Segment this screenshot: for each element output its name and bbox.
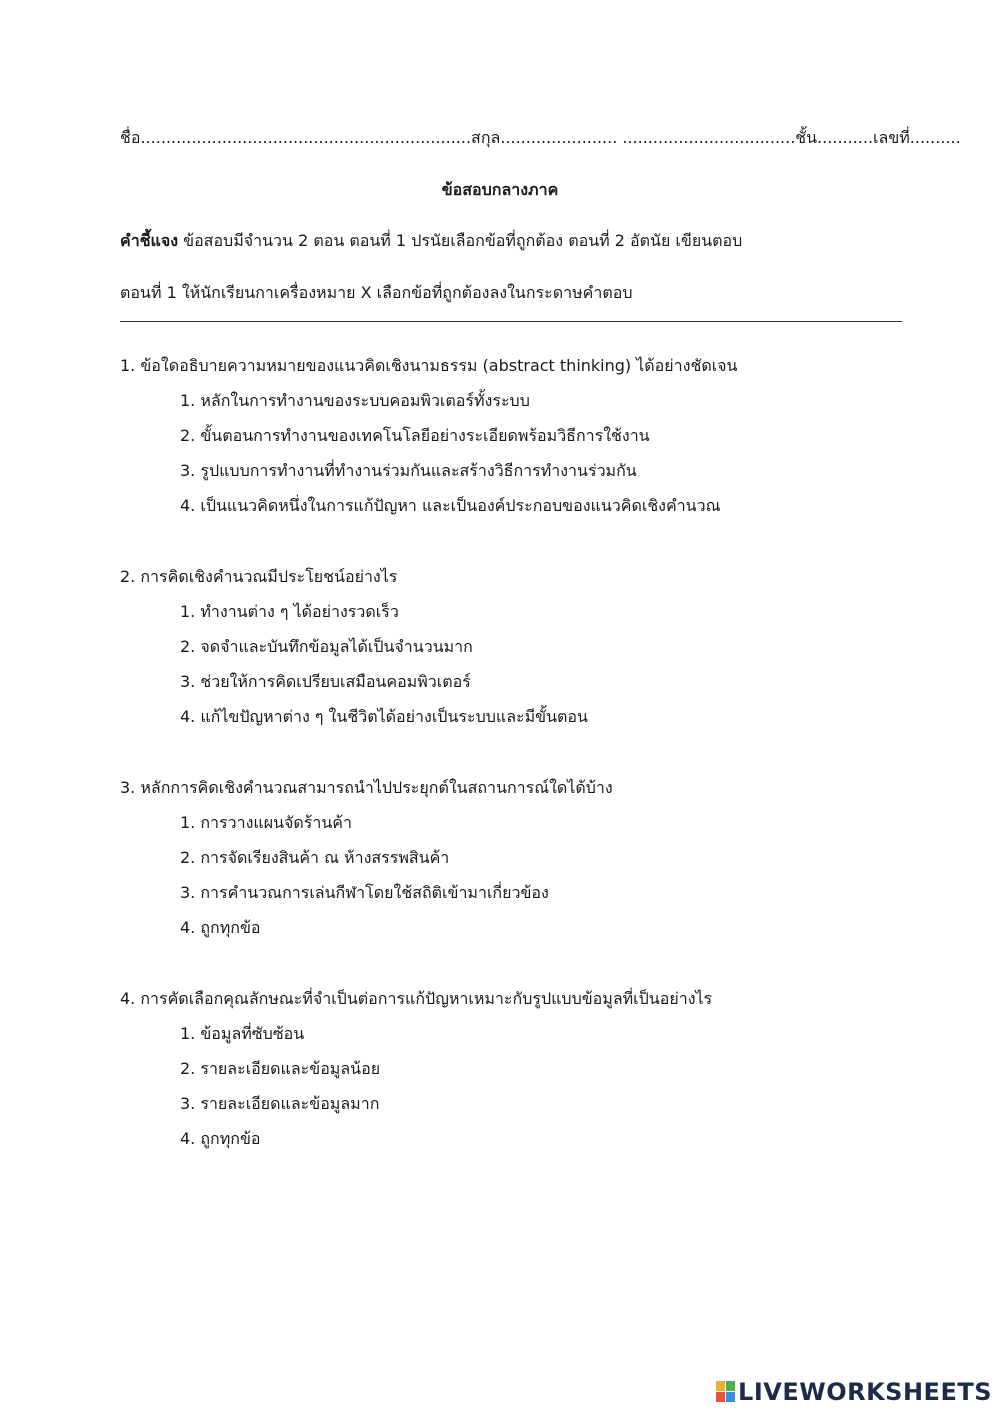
answer-choice[interactable]: 4. แก้ไขปัญหาต่าง ๆ ในชีวิตได้อย่างเป็นระบบและมีขั้นตอน [180,707,588,726]
answer-choice[interactable]: 2. รายละเอียดและข้อมูลน้อย [180,1059,381,1078]
answer-choice[interactable]: 2. จดจำและบันทึกข้อมูลได้เป็นจำนวนมาก [180,637,473,656]
divider-line [120,321,902,322]
question-stem: 3. หลักการคิดเชิงคำนวณสามารถนำไปประยุกต์ในสถานการณ์ใดได้บ้าง [120,778,613,797]
answer-choice[interactable]: 1. หลักในการทำงานของระบบคอมพิวเตอร์ทั้งระบบ [180,391,530,410]
question-stem: 4. การคัดเลือกคุณลักษณะที่จำเป็นต่อการแก้ปัญหาเหมาะกับรูปแบบข้อมูลที่เป็นอย่างไร [120,989,713,1008]
answer-choice[interactable]: 3. ช่วยให้การคิดเปรียบเสมือนคอมพิวเตอร์ [180,672,471,691]
question-stem: 2. การคิดเชิงคำนวณมีประโยชน์อย่างไร [120,567,398,586]
answer-choice[interactable]: 2. การจัดเรียงสินค้า ณ ห้างสรรพสินค้า [180,848,450,867]
liveworksheets-logo[interactable] [716,1377,992,1407]
instruction-line [120,229,742,254]
question-2 [120,559,920,734]
answer-choice[interactable]: 4. ถูกทุกข้อ [180,1129,261,1148]
instruction-text: ข้อสอบมีจำนวน 2 ตอน ตอนที่ 1 ปรนัยเลือกข้อที่ถูกต้อง ตอนที่ 2 อัตนัย เขียนตอบ [178,231,743,250]
answer-choice[interactable]: 3. รายละเอียดและข้อมูลมาก [180,1094,380,1113]
answer-choice[interactable]: 4. ถูกทุกข้อ [180,918,261,937]
exam-title: ข้อสอบกลางภาค [441,180,559,199]
question-3 [120,770,920,945]
answer-choice[interactable]: 3. รูปแบบการทำงานที่ทำงานร่วมกันและสร้างวิธีการทำงานร่วมกัน [180,461,637,480]
student-info-line: ชื่อ.................................................................สกุล....................... ..................................ชั้น...........เลขที่.......... [120,128,961,147]
answer-choice[interactable]: 1. ข้อมูลที่ซับซ้อน [180,1024,305,1043]
answer-choice[interactable]: 1. ทำงานต่าง ๆ ได้อย่างรวดเร็ว [180,602,399,621]
answer-choice[interactable]: 2. ขั้นตอนการทำงานของเทคโนโลยีอย่างระเอียดพร้อมวิธีการใช้งาน [180,426,650,445]
answer-choice[interactable]: 3. การคำนวณการเล่นกีฬาโดยใช้สถิติเข้ามาเกี่ยวข้อง [180,883,549,902]
question-stem: 1. ข้อใดอธิบายความหมายของแนวคิดเชิงนามธรรม (abstract thinking) ได้อย่างชัดเจน [120,356,738,375]
question-4 [120,981,920,1156]
logo-text: LIVEWORKSHEETS [738,1378,992,1406]
question-1 [120,348,920,523]
instruction-label: คำชี้แจง [120,231,179,250]
question-list [120,348,920,1192]
answer-choice[interactable]: 1. การวางแผนจัดร้านค้า [180,813,352,832]
part1-instruction: ตอนที่ 1 ให้นักเรียนกาเครื่องหมาย X เลือกข้อที่ถูกต้องลงในกระดาษคำตอบ [120,283,633,302]
liveworksheets-logo-icon [716,1381,736,1403]
answer-choice[interactable]: 4. เป็นแนวคิดหนึ่งในการแก้ปัญหา และเป็นองค์ประกอบของแนวคิดเชิงคำนวณ [180,496,721,515]
